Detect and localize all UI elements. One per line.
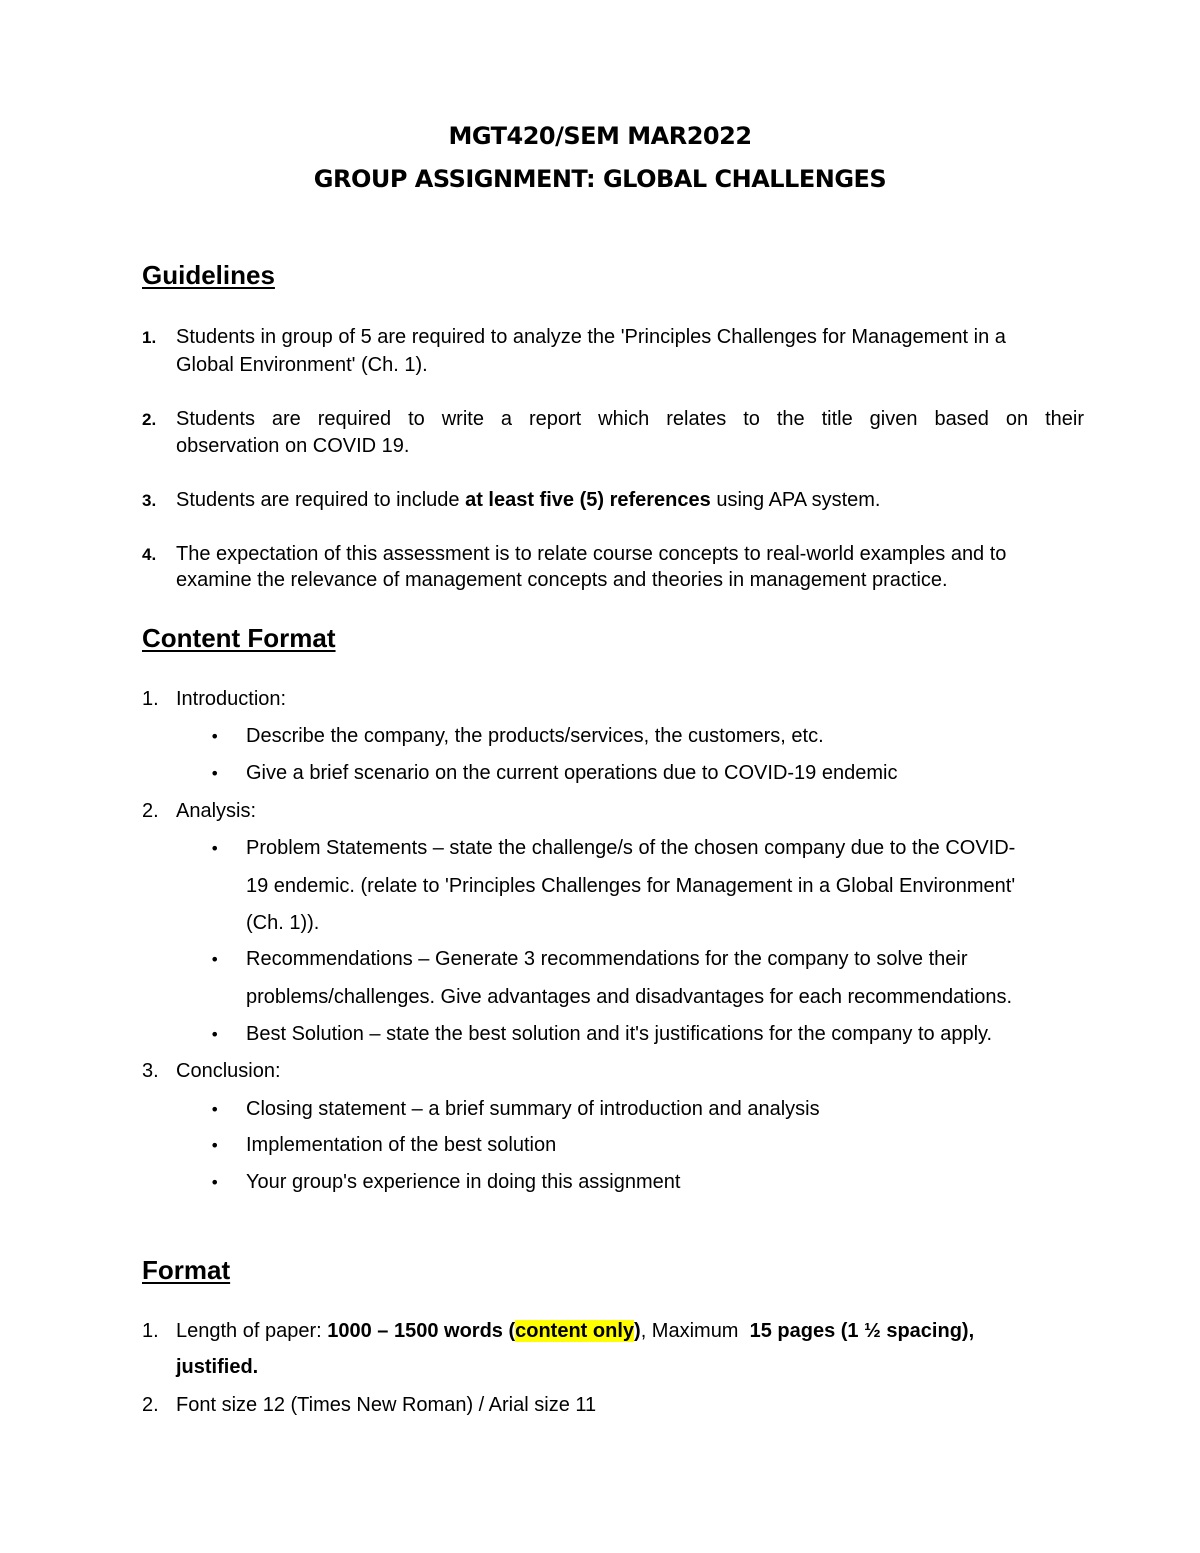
format-text-part: Length of paper: (176, 1320, 328, 1342)
section-label: Conclusion: (176, 1060, 281, 1082)
course-code-title: MGT420/SEM MAR2022 (448, 122, 752, 150)
bullet-text: Give a brief scenario on the current operations due to COVID-19 endemic (246, 762, 898, 784)
guideline-text (176, 489, 880, 512)
bullet-text: 19 endemic. (relate to 'Principles Challenges for Management in a Global Environment' (246, 875, 1016, 897)
section-label: Introduction: (176, 688, 287, 710)
content-format-heading: Content Format (142, 623, 336, 653)
bullet-text: Closing statement – a brief summary of introduction and analysis (246, 1098, 820, 1120)
section-label: Analysis: (176, 800, 257, 822)
guideline-number: 4. (142, 545, 157, 564)
format-heading: Format (142, 1255, 231, 1285)
format-text (176, 1320, 974, 1343)
bullet-text: Problem Statements – state the challenge/s of the chosen company due to the COVID- (246, 837, 1016, 859)
assignment-title: GROUP ASSIGNMENT: GLOBAL CHALLENGES (313, 165, 887, 193)
guideline-text: examine the relevance of management concepts and theories in management practice. (176, 569, 948, 591)
format-emphasis: 1000 – 1500 words ( (327, 1320, 516, 1342)
bullet-icon: • (210, 727, 220, 746)
guideline-number: 2. (142, 410, 157, 429)
guidelines-heading: Guidelines (142, 260, 275, 290)
bullet-icon: • (210, 1025, 220, 1044)
guideline-text: The expectation of this assessment is to relate course concepts to real-world examples and to (176, 543, 1007, 565)
guideline-text: observation on COVID 19. (176, 435, 410, 457)
section-number: 2. (142, 800, 159, 822)
format-emphasis: ) (634, 1320, 641, 1342)
bullet-text: Your group's experience in doing this assignment (246, 1171, 681, 1193)
bullet-icon: • (210, 1136, 220, 1155)
bullet-text: Describe the company, the products/services, the customers, etc. (246, 725, 824, 747)
bullet-text: problems/challenges. Give advantages and disadvantages for each recommendations. (246, 986, 1013, 1008)
format-text-part: , Maximum (640, 1320, 750, 1342)
bullet-text: Recommendations – Generate 3 recommendations for the company to solve their (246, 948, 968, 970)
highlighted-text: content only (515, 1320, 635, 1342)
guideline-text: Students are required to write a report which relates to the title given based on their (176, 408, 1084, 430)
section-number: 1. (142, 688, 159, 710)
format-number: 1. (142, 1320, 159, 1342)
guideline-emphasis: at least five (5) references (465, 489, 711, 511)
bullet-text: Implementation of the best solution (246, 1134, 557, 1156)
guideline-text-part: using APA system. (710, 489, 881, 511)
format-text (176, 1356, 258, 1379)
bullet-icon: • (210, 950, 220, 969)
guideline-number: 3. (142, 491, 157, 510)
guideline-text: Global Environment' (Ch. 1). (176, 354, 428, 376)
section-number: 3. (142, 1060, 159, 1082)
bullet-icon: • (210, 839, 220, 858)
bullet-icon: • (210, 1100, 220, 1119)
format-emphasis: 15 pages (1 ½ spacing), (749, 1320, 975, 1342)
format-text: Font size 12 (Times New Roman) / Arial size 11 (176, 1394, 597, 1416)
guideline-text: Students in group of 5 are required to analyze the 'Principles Challenges for Management in a (176, 326, 1006, 348)
format-number: 2. (142, 1394, 159, 1416)
bullet-icon: • (210, 764, 220, 783)
bullet-icon: • (210, 1173, 220, 1192)
format-emphasis: justified. (176, 1356, 259, 1378)
guideline-text-part: Students are required to include (176, 489, 466, 511)
bullet-text: (Ch. 1)). (246, 912, 320, 934)
guideline-number: 1. (142, 328, 157, 347)
bullet-text: Best Solution – state the best solution and it's justifications for the company to apply. (246, 1023, 993, 1045)
